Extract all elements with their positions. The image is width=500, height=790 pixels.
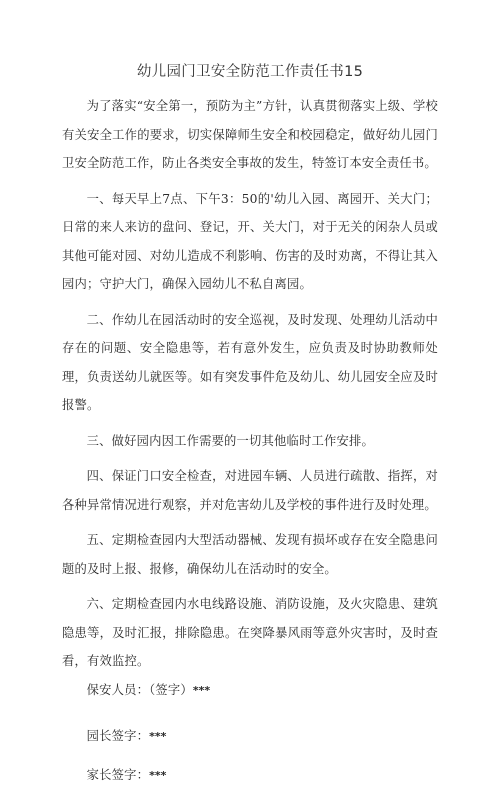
clause-3-paragraph: 三、做好园内因工作需要的一切其他临时工作安排。 [86, 433, 375, 448]
clause-1-paragraph: 一、每天早上7点、下午3：50的'幼儿入园、离园开、关大门；日常的来人来访的盘问、登记，开、关大门，对于无关的闲杂人员或其他可能对园、对幼儿造成不利影响、伤害的及时劝离，不得让其入园内；守护大门，确保入园幼儿不私自离园。 [62, 191, 438, 291]
clause-6-paragraph: 六、定期检查园内水电线路设施、消防设施，及火灾隐患、建筑隐患等，及时汇报，排除隐患。在突降暴风雨等意外灾害时，及时查看，有效监控。 [62, 597, 438, 668]
parent-signature-value: *** [149, 768, 167, 782]
principal-signature-label: 园长签字： [86, 729, 150, 743]
principal-signature-value: *** [149, 730, 167, 743]
guard-signature-label: 保安人员：（签字） [86, 682, 193, 697]
guard-signature-line [62, 676, 438, 705]
clause-4-paragraph: 四、保证门口安全检查，对进园车辆、人员进行疏散、指挥，对各种异常情况进行观察，并对危害幼儿及学校的事件进行及时处理。 [62, 469, 438, 512]
document-body [62, 92, 438, 789]
principal-signature-line [62, 722, 438, 751]
intro-paragraph: 为了落实“安全第一，预防为主”方针，认真贯彻落实上级、学校有关安全工作的要求，切实保障师生安全和校园稳定，做好幼儿园门卫安全防范工作，防止各类安全事故的发生，特签订本安全责任书。 [62, 99, 438, 170]
parent-signature-label: 家长签字： [86, 767, 150, 782]
clause-5-paragraph: 五、定期检查园内大型活动器械、发现有损坏或存在安全隐患问题的及时上报、报修，确保幼儿在活动时的安全。 [62, 533, 438, 576]
guard-signature-value: *** [192, 683, 211, 697]
clause-2-paragraph: 二、作幼儿在园活动时的安全巡视，及时发现、处理幼儿活动中存在的问题、安全隐患等，若有意外发生，应负责及时协助教师处理，负责送幼儿就医等。如有突发事件危及幼儿、幼儿园安全应及时报警。 [62, 312, 438, 412]
parent-signature-line [62, 761, 438, 790]
page-title: 幼儿园门卫安全防范工作责任书15 [136, 64, 364, 80]
